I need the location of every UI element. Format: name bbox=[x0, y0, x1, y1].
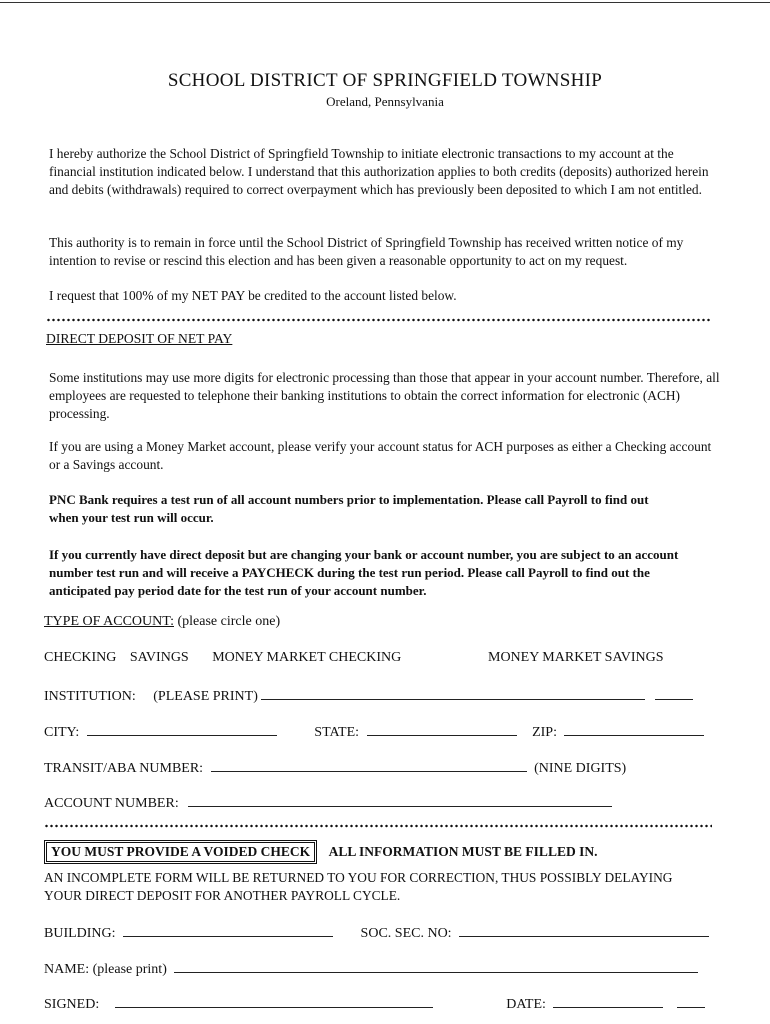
authority-paragraph: This authority is to remain in force until the School District of Springfield Township has received written notice of my intention to revise or rescind this election and has been given a reasonable opportunity to act on my request. bbox=[49, 235, 684, 268]
date-label: DATE: bbox=[506, 997, 546, 1012]
digits-paragraph: Some institutions may use more digits for electronic processing than those that appear in your account number. Therefore, all employees are requested to telephone their banking institutions to obtain the correct information for electronic (ACH) processing. bbox=[49, 370, 720, 421]
name-label: NAME: (please print) bbox=[44, 962, 167, 977]
account-type-options bbox=[44, 650, 724, 666]
date-field-end[interactable] bbox=[677, 993, 705, 1008]
institution-row bbox=[44, 685, 693, 705]
account-type-hint: (please circle one) bbox=[177, 614, 281, 629]
account-number-label: ACCOUNT NUMBER: bbox=[44, 796, 179, 811]
incomplete-notice: AN INCOMPLETE FORM WILL BE RETURNED TO YOU FOR CORRECTION, THUS POSSIBLY DELAYING YOUR DIRECT DEPOSIT FOR ANOTHER PAYROLL CYCLE. bbox=[44, 870, 673, 903]
dotted-divider bbox=[46, 318, 712, 322]
city-field[interactable] bbox=[87, 721, 277, 736]
voided-check-box: YOU MUST PROVIDE A VOIDED CHECK bbox=[44, 840, 317, 864]
zip-field[interactable] bbox=[564, 721, 704, 736]
institution-label: INSTITUTION: bbox=[44, 689, 136, 704]
building-ssn-row bbox=[44, 922, 709, 942]
transit-hint: (NINE DIGITS) bbox=[534, 761, 627, 776]
top-border bbox=[0, 2, 770, 3]
option-money-market-savings[interactable]: MONEY MARKET SAVINGS bbox=[488, 650, 664, 665]
transit-field[interactable] bbox=[211, 757, 527, 772]
pnc-paragraph: PNC Bank requires a test run of all account numbers prior to implementation. Please call Payroll to find out when your test run will occur. bbox=[49, 492, 649, 525]
account-type-row bbox=[44, 614, 280, 630]
account-number-row bbox=[44, 792, 612, 812]
name-row bbox=[44, 958, 698, 978]
signed-date-row bbox=[44, 993, 705, 1013]
money-market-paragraph: If you are using a Money Market account, please verify your account status for ACH purposes as either a Checking account or a Savings account. bbox=[49, 439, 712, 472]
ssn-label: SOC. SEC. NO: bbox=[360, 926, 452, 941]
ssn-field[interactable] bbox=[459, 922, 709, 937]
city-state-zip-row bbox=[44, 721, 704, 741]
section-heading: DIRECT DEPOSIT OF NET PAY bbox=[46, 331, 233, 346]
account-type-label: TYPE OF ACCOUNT: bbox=[44, 614, 174, 629]
page-subtitle: Oreland, Pennsylvania bbox=[326, 94, 444, 109]
institution-field[interactable] bbox=[261, 685, 645, 700]
page-title: SCHOOL DISTRICT OF SPRINGFIELD TOWNSHIP bbox=[167, 70, 603, 91]
state-field[interactable] bbox=[367, 721, 517, 736]
request-paragraph: I request that 100% of my NET PAY be credited to the account listed below. bbox=[49, 288, 457, 303]
authorization-paragraph: I hereby authorize the School District of Springfield Township to initiate electronic transactions to my account at the financial institution indicated below. I understand that this authorization applies to both credits (deposits) authorized herein and debits (withdrawals) required to correct overpayment which has previously been deposited to which I am not entitled. bbox=[49, 146, 709, 197]
transit-row bbox=[44, 757, 626, 777]
institution-hint: (PLEASE PRINT) bbox=[153, 689, 258, 704]
signature-field[interactable] bbox=[115, 993, 433, 1008]
all-info-required: ALL INFORMATION MUST BE FILLED IN. bbox=[328, 844, 598, 859]
building-label: BUILDING: bbox=[44, 926, 116, 941]
building-field[interactable] bbox=[123, 922, 333, 937]
option-checking[interactable]: CHECKING bbox=[44, 650, 117, 665]
changing-paragraph: If you currently have direct deposit but are changing your bank or account number, you are subject to an account number test run and will receive a PAYCHECK during the test run period. Please call Payroll to find out the anticipated pay period date for the test run of your account number. bbox=[49, 547, 679, 598]
option-money-market-checking[interactable]: MONEY MARKET CHECKING bbox=[212, 650, 402, 665]
name-field[interactable] bbox=[174, 958, 698, 973]
account-number-field[interactable] bbox=[188, 792, 612, 807]
transit-label: TRANSIT/ABA NUMBER: bbox=[44, 761, 204, 776]
date-field[interactable] bbox=[553, 993, 663, 1008]
voided-check-notice bbox=[44, 840, 597, 864]
state-label: STATE: bbox=[314, 725, 360, 740]
zip-label: ZIP: bbox=[532, 725, 557, 740]
option-savings[interactable]: SAVINGS bbox=[129, 650, 189, 665]
institution-field-end[interactable] bbox=[655, 685, 693, 700]
city-label: CITY: bbox=[44, 725, 80, 740]
dotted-divider-2 bbox=[44, 824, 712, 828]
signed-label: SIGNED: bbox=[44, 997, 100, 1012]
